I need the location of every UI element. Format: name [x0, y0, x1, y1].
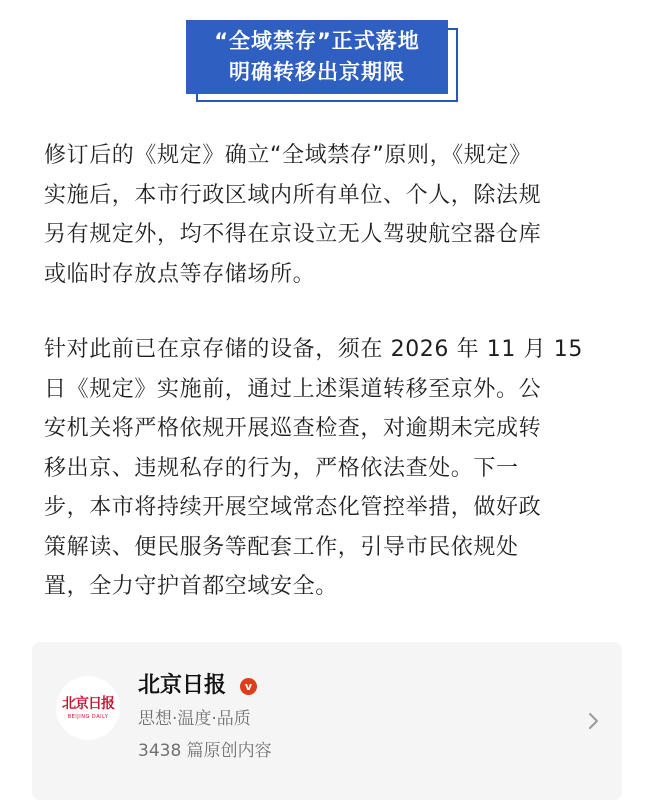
heading-box: [186, 20, 448, 94]
verified-icon: v: [240, 678, 257, 695]
logo-text: 北京日报: [62, 696, 114, 712]
account-slogan: 思想·温度·品质: [138, 709, 251, 729]
paragraph-1-line: 实施后，本市行政区域内所有单位、个人，除法规: [44, 182, 542, 208]
article-count: 3438 篇原创内容: [138, 741, 272, 761]
account-card[interactable]: [32, 642, 622, 800]
section-heading: [186, 20, 458, 102]
paragraph-2-line: 移出京、违规私存的行为，严格依法查处。下一: [44, 455, 519, 481]
paragraph-2: [44, 330, 616, 607]
paragraph-1: [44, 136, 616, 294]
paragraph-2-line: 策解读、便民服务等配套工作，引导市民依规处: [44, 534, 519, 560]
chevron-right-icon[interactable]: [586, 710, 602, 732]
paragraph-1-line: 或临时存放点等存储场所。: [44, 261, 316, 287]
paragraph-2-line: 置，全力守护首都空域安全。: [44, 574, 338, 599]
paragraph-1-line: 另有规定外，均不得在京设立无人驾驶航空器仓库: [44, 222, 542, 247]
paragraph-2-line: 日《规定》实施前，通过上述渠道转移至京外。公: [44, 376, 542, 402]
paragraph-2-line: 安机关将严格依规开展巡查检查，对逾期未完成转: [44, 416, 542, 441]
paragraph-1-line: 修订后的《规定》确立“全域禁存”原则，《规定》: [44, 143, 532, 168]
logo-subtext: BEIJING DAILY: [67, 714, 109, 720]
paragraph-2-line: 针对此前已在京存储的设备，须在 2026 年 11 月 15: [44, 337, 583, 362]
paragraph-2-line: 步，本市将持续开展空域常态化管控举措，做好政: [44, 495, 542, 520]
heading-line-2: 明确转移出京期限: [229, 60, 405, 84]
account-name[interactable]: 北京日报: [138, 673, 227, 698]
avatar[interactable]: [56, 676, 120, 740]
heading-line-1: “全域禁存”正式落地: [214, 29, 420, 53]
